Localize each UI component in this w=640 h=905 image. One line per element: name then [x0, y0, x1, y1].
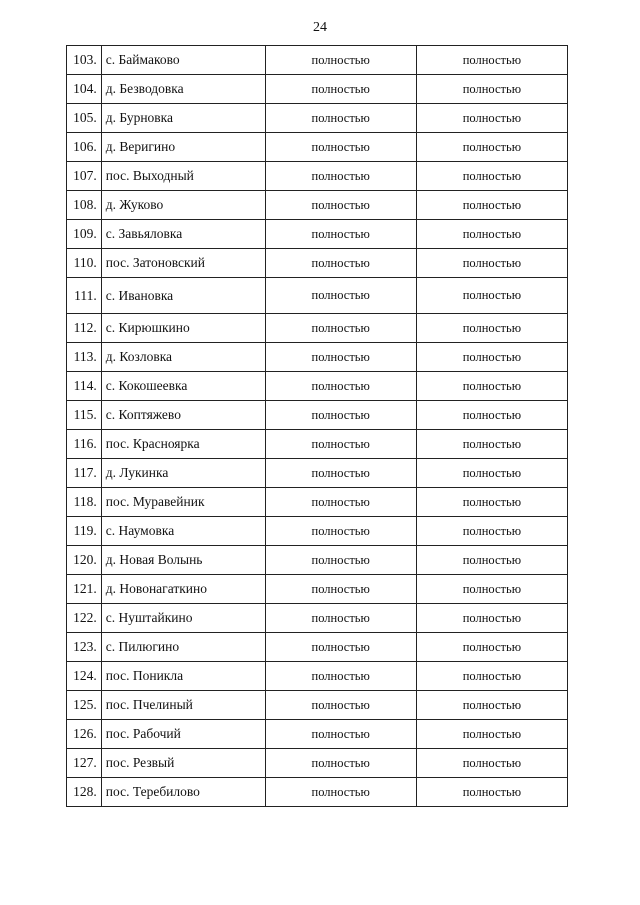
- status-cell: полностью: [265, 191, 416, 220]
- page-number: 24: [313, 20, 327, 35]
- status-cell: полностью: [265, 278, 416, 314]
- table-row: [67, 162, 568, 191]
- table-row: [67, 314, 568, 343]
- status-cell: полностью: [265, 517, 416, 546]
- status-cell: полностью: [265, 546, 416, 575]
- table-row: [67, 372, 568, 401]
- settlement-name: д. Лукинка: [101, 459, 265, 488]
- status-cell: полностью: [265, 778, 416, 807]
- row-number: 117.: [67, 459, 102, 488]
- table-row: [67, 191, 568, 220]
- table-row: [67, 749, 568, 778]
- row-number: 108.: [67, 191, 102, 220]
- status-cell: полностью: [265, 720, 416, 749]
- settlement-name: пос. Затоновский: [101, 249, 265, 278]
- status-cell: полностью: [416, 575, 567, 604]
- settlement-name: пос. Красноярка: [101, 430, 265, 459]
- status-cell: полностью: [416, 691, 567, 720]
- settlement-name: с. Завьяловка: [101, 220, 265, 249]
- row-number: 105.: [67, 104, 102, 133]
- status-cell: полностью: [416, 220, 567, 249]
- settlement-name: пос. Выходный: [101, 162, 265, 191]
- status-cell: полностью: [265, 343, 416, 372]
- status-cell: полностью: [265, 488, 416, 517]
- row-number: 123.: [67, 633, 102, 662]
- status-cell: полностью: [265, 749, 416, 778]
- table-row: [67, 343, 568, 372]
- row-number: 103.: [67, 46, 102, 75]
- settlement-name: с. Кокошеевка: [101, 372, 265, 401]
- table-row: [67, 430, 568, 459]
- row-number: 113.: [67, 343, 102, 372]
- row-number: 107.: [67, 162, 102, 191]
- row-number: 106.: [67, 133, 102, 162]
- row-number: 116.: [67, 430, 102, 459]
- row-number: 109.: [67, 220, 102, 249]
- status-cell: полностью: [416, 133, 567, 162]
- row-number: 111.: [67, 278, 102, 314]
- table-row: [67, 778, 568, 807]
- row-number: 120.: [67, 546, 102, 575]
- status-cell: полностью: [265, 249, 416, 278]
- status-cell: полностью: [416, 191, 567, 220]
- status-cell: полностью: [416, 278, 567, 314]
- table-row: [67, 691, 568, 720]
- row-number: 114.: [67, 372, 102, 401]
- status-cell: полностью: [265, 575, 416, 604]
- settlement-name: с. Наумовка: [101, 517, 265, 546]
- table-row: [67, 662, 568, 691]
- settlement-name: с. Коптяжево: [101, 401, 265, 430]
- status-cell: полностью: [416, 459, 567, 488]
- row-number: 119.: [67, 517, 102, 546]
- table-row: [67, 546, 568, 575]
- settlement-name: с. Ивановка: [101, 278, 265, 314]
- table-row: [67, 133, 568, 162]
- status-cell: полностью: [416, 104, 567, 133]
- row-number: 125.: [67, 691, 102, 720]
- status-cell: полностью: [416, 430, 567, 459]
- settlement-name: д. Козловка: [101, 343, 265, 372]
- status-cell: полностью: [265, 104, 416, 133]
- status-cell: полностью: [265, 75, 416, 104]
- status-cell: полностью: [416, 604, 567, 633]
- status-cell: полностью: [265, 372, 416, 401]
- settlement-name: пос. Муравейник: [101, 488, 265, 517]
- status-cell: полностью: [265, 314, 416, 343]
- status-cell: полностью: [265, 133, 416, 162]
- status-cell: полностью: [265, 662, 416, 691]
- settlement-name: пос. Теребилово: [101, 778, 265, 807]
- table-row: [67, 249, 568, 278]
- status-cell: полностью: [265, 401, 416, 430]
- table-row: [67, 604, 568, 633]
- status-cell: полностью: [416, 372, 567, 401]
- row-number: 110.: [67, 249, 102, 278]
- settlement-name: с. Нуштайкино: [101, 604, 265, 633]
- status-cell: полностью: [416, 517, 567, 546]
- row-number: 128.: [67, 778, 102, 807]
- table-row: [67, 401, 568, 430]
- status-cell: полностью: [265, 459, 416, 488]
- status-cell: полностью: [416, 162, 567, 191]
- table-row: [67, 459, 568, 488]
- status-cell: полностью: [416, 75, 567, 104]
- settlement-name: д. Веригино: [101, 133, 265, 162]
- status-cell: полностью: [416, 778, 567, 807]
- status-cell: полностью: [265, 46, 416, 75]
- row-number: 127.: [67, 749, 102, 778]
- settlement-name: с. Кирюшкино: [101, 314, 265, 343]
- settlement-name: д. Жуково: [101, 191, 265, 220]
- table-row: [67, 278, 568, 314]
- row-number: 124.: [67, 662, 102, 691]
- status-cell: полностью: [265, 604, 416, 633]
- status-cell: полностью: [416, 749, 567, 778]
- status-cell: полностью: [416, 314, 567, 343]
- settlement-name: д. Безводовка: [101, 75, 265, 104]
- settlement-name: пос. Резвый: [101, 749, 265, 778]
- status-cell: полностью: [265, 691, 416, 720]
- table-row: [67, 75, 568, 104]
- table-row: [67, 517, 568, 546]
- status-cell: полностью: [416, 662, 567, 691]
- status-cell: полностью: [265, 162, 416, 191]
- settlement-name: пос. Рабочий: [101, 720, 265, 749]
- row-number: 112.: [67, 314, 102, 343]
- status-cell: полностью: [265, 430, 416, 459]
- table-body: [67, 46, 568, 807]
- table-row: [67, 575, 568, 604]
- table-row: [67, 720, 568, 749]
- status-cell: полностью: [416, 401, 567, 430]
- status-cell: полностью: [265, 633, 416, 662]
- row-number: 126.: [67, 720, 102, 749]
- table-row: [67, 220, 568, 249]
- status-cell: полностью: [416, 46, 567, 75]
- table-row: [67, 104, 568, 133]
- row-number: 104.: [67, 75, 102, 104]
- row-number: 121.: [67, 575, 102, 604]
- settlement-name: с. Баймаково: [101, 46, 265, 75]
- row-number: 118.: [67, 488, 102, 517]
- settlements-table: [66, 45, 568, 807]
- status-cell: полностью: [416, 633, 567, 662]
- settlement-name: д. Новонагаткино: [101, 575, 265, 604]
- table-row: [67, 46, 568, 75]
- status-cell: полностью: [416, 488, 567, 517]
- status-cell: полностью: [416, 343, 567, 372]
- settlement-name: пос. Поникла: [101, 662, 265, 691]
- settlement-name: с. Пилюгино: [101, 633, 265, 662]
- table-row: [67, 488, 568, 517]
- settlement-name: д. Новая Волынь: [101, 546, 265, 575]
- status-cell: полностью: [416, 720, 567, 749]
- row-number: 115.: [67, 401, 102, 430]
- status-cell: полностью: [416, 546, 567, 575]
- status-cell: полностью: [265, 220, 416, 249]
- row-number: 122.: [67, 604, 102, 633]
- settlement-name: д. Бурновка: [101, 104, 265, 133]
- table-row: [67, 633, 568, 662]
- status-cell: полностью: [416, 249, 567, 278]
- settlement-name: пос. Пчелиный: [101, 691, 265, 720]
